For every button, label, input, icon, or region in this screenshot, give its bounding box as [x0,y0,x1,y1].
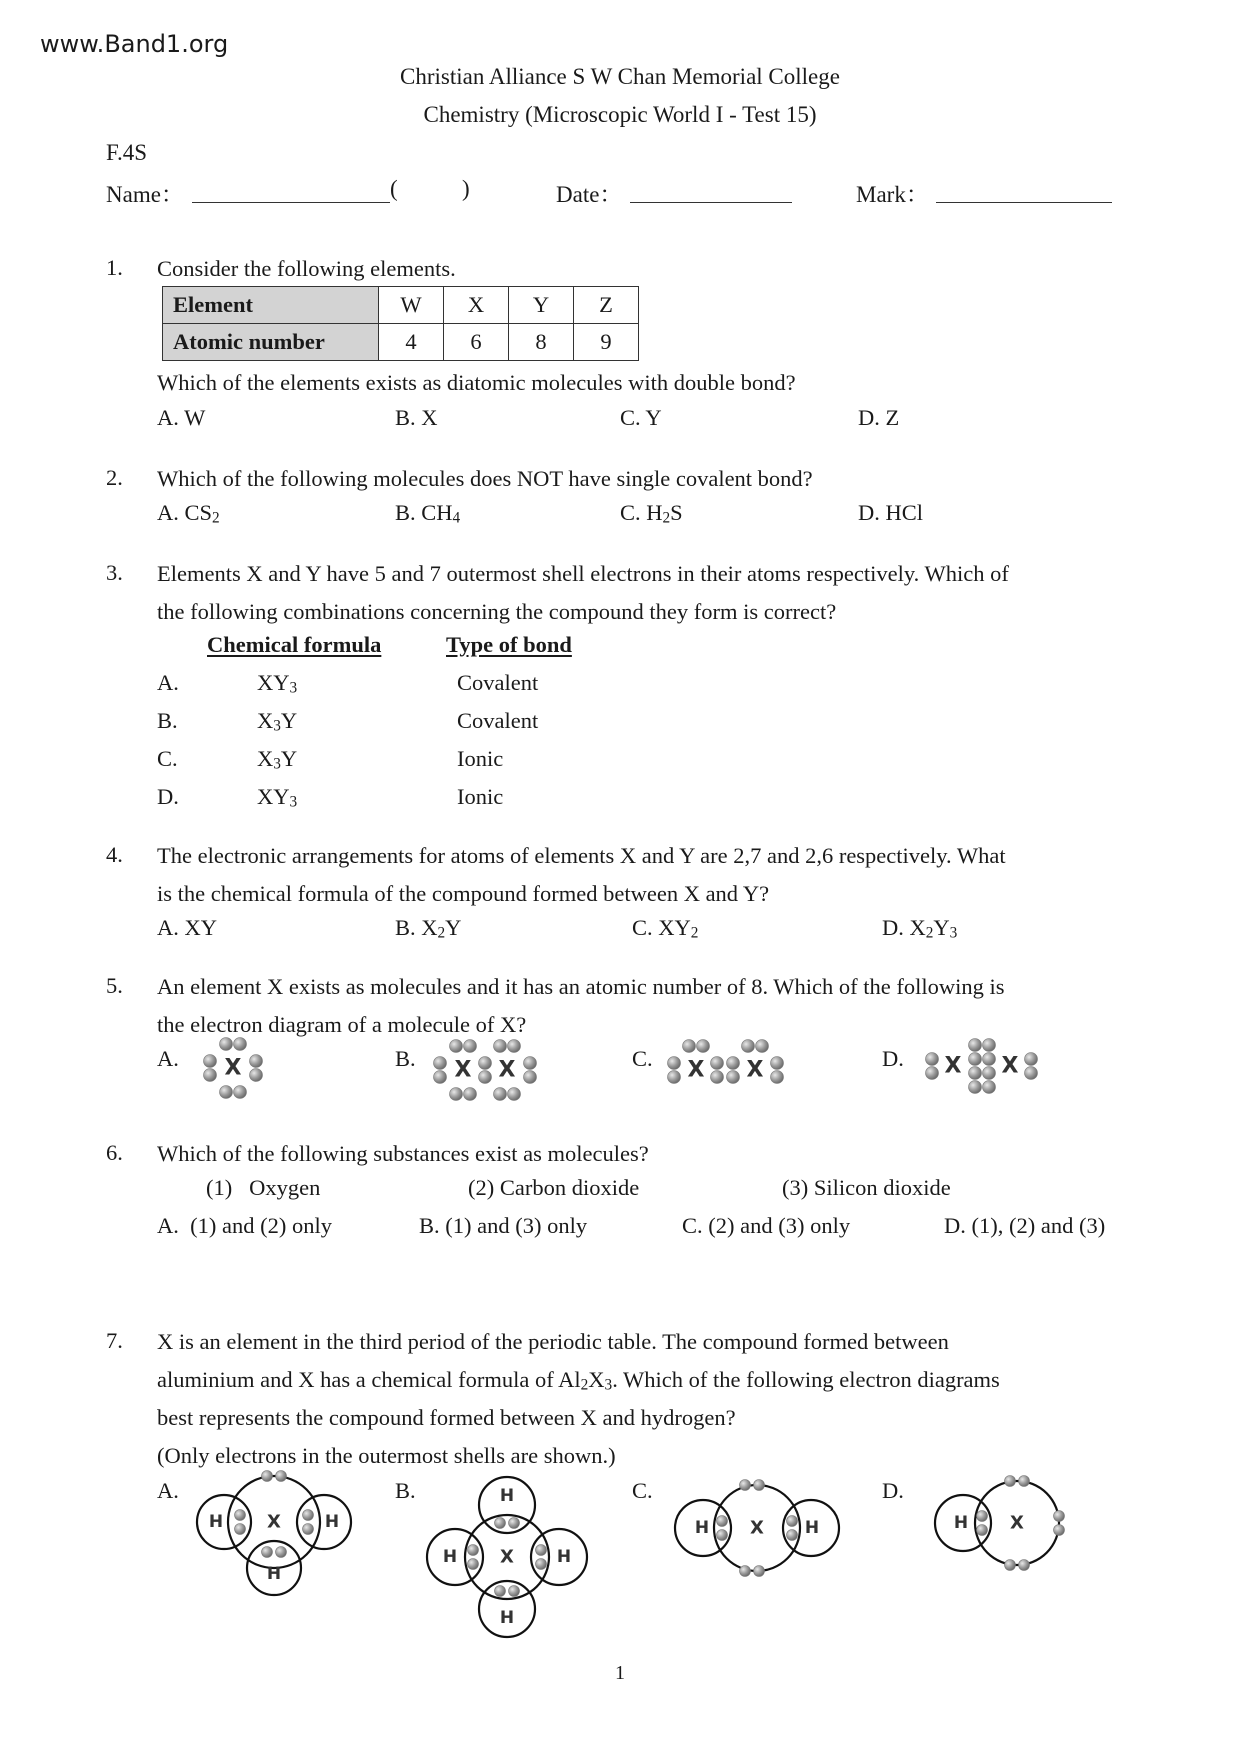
option-text: Y [445,915,462,940]
atom-label: H [953,1513,969,1533]
electron [524,1057,537,1070]
electron [740,1480,751,1491]
class-label: F.4S [106,140,147,165]
q6-number: 6. [106,1140,123,1165]
atom-label: X [944,1053,962,1079]
q3-option-a-letter[interactable]: A. [157,670,179,695]
atom-label: X [500,1546,514,1568]
q5-diagrams [204,1038,1038,1101]
electron [1005,1560,1016,1571]
q1-option-b[interactable]: B. X [395,405,438,430]
school-name: Christian Alliance S W Chan Memorial College [400,64,840,89]
electron [536,1559,547,1570]
q6-option-a[interactable]: A. (1) and (2) only [157,1213,332,1238]
subscript: 2 [212,509,220,527]
atom-label: X [1010,1512,1024,1534]
electron [234,1038,247,1051]
q4-line1: The electronic arrangements for atoms of elements X and Y are 2,7 and 2,6 respectively. What [157,843,1006,868]
subscript: 2 [690,924,699,942]
option-text: B. X [395,915,438,940]
q1-question: Which of the elements exists as diatomic molecules with double bond? [157,370,796,395]
electron [536,1545,547,1556]
option-text: B. CH [395,500,453,525]
q3-option-c-letter[interactable]: C. [157,746,178,771]
q3-line2: the following combinations concerning the compound they form is correct? [157,599,837,624]
electron [754,1480,765,1491]
electron [711,1057,724,1070]
q1-intro: Consider the following elements. [157,256,456,281]
formula-text: Y [280,708,298,733]
option-text: S [670,500,683,525]
electron [771,1071,784,1084]
electron [434,1057,447,1070]
q6-item-1: (1) Oxygen [206,1175,321,1200]
electron [969,1081,982,1094]
electron [742,1040,755,1053]
electron [495,1586,506,1597]
electron [468,1559,479,1570]
table-cell: X [444,287,509,324]
atom-label: H [556,1547,572,1567]
electron [1025,1053,1038,1066]
q3-option-b-bond: Covalent [457,708,539,733]
q7-diagram-d [935,1476,1065,1571]
electron [262,1547,273,1558]
electron [969,1039,982,1052]
atom-label: X [746,1057,764,1083]
electron [717,1530,728,1541]
electron [983,1039,996,1052]
electron [1054,1511,1065,1522]
q6-item-3: (3) Silicon dioxide [782,1175,951,1200]
subscript: 3 [289,679,298,697]
electron [787,1530,798,1541]
electron [977,1511,988,1522]
electron [464,1040,477,1053]
q6-item-2: (2) Carbon dioxide [468,1175,640,1200]
q6-option-b[interactable]: B. (1) and (3) only [419,1213,588,1238]
q6-option-c[interactable]: C. (2) and (3) only [682,1213,851,1238]
q3-col-header-formula: Chemical formula [207,632,382,657]
atom-label: X [224,1055,242,1081]
electron [697,1040,710,1053]
q5-option-b[interactable]: B. [395,1046,416,1071]
subscript: 4 [452,509,461,527]
q7-option-b[interactable]: B. [395,1478,416,1503]
q3-option-d-bond: Ionic [457,784,504,809]
electron [969,1053,982,1066]
electron [668,1071,681,1084]
electron [983,1053,996,1066]
q4-number: 4. [106,842,123,867]
h-shell [197,1495,251,1549]
option-text: C. XY [632,915,691,940]
electron [983,1081,996,1094]
electron [727,1071,740,1084]
date-label: Date： [556,182,623,207]
electron [926,1053,939,1066]
atom-label: X [267,1511,281,1533]
electron [250,1055,263,1068]
subscript: 3 [273,755,281,773]
formula-text: XY [257,784,290,809]
table-header-atomic-number: Atomic number [163,324,379,361]
q3-option-c-bond: Ionic [457,746,504,771]
electron [524,1071,537,1084]
q7-diagram-a [197,1471,351,1596]
q7-diagrams [197,1471,1065,1638]
atom-label: X [454,1057,472,1083]
q6-option-d[interactable]: D. (1), (2) and (3) [944,1213,1106,1238]
electron [494,1040,507,1053]
electron [450,1088,463,1101]
electron [1054,1525,1065,1536]
q4-option-a[interactable]: A. XY [157,915,217,940]
q3-option-b-letter[interactable]: B. [157,708,178,733]
q5-option-c[interactable]: C. [632,1046,653,1071]
formula-text: XY [257,670,290,695]
electron [977,1525,988,1536]
q2-option-d[interactable]: D. HCl [858,500,924,525]
electron [771,1057,784,1070]
electron [220,1038,233,1051]
electron [495,1518,506,1529]
formula-text: X [257,746,274,771]
electron [468,1545,479,1556]
table-cell: Z [574,287,639,324]
q7-line2 [157,1361,1117,1399]
text: aluminium and X has a chemical formula of Al [157,1367,581,1392]
electron [754,1566,765,1577]
q7-diagram-c [675,1480,839,1577]
electron [204,1055,217,1068]
electron [235,1510,246,1521]
atom-label: X [1001,1053,1019,1079]
q7-line1: X is an element in the third period of the periodic table. The compound formed between [157,1329,949,1354]
q7-line3: best represents the compound formed between X and hydrogen? [157,1405,736,1430]
table-cell: 6 [444,324,509,361]
electron [479,1057,492,1070]
subscript: 3 [949,924,958,942]
q4-line2: is the chemical formula of the compound formed between X and Y? [157,881,770,906]
electron [983,1067,996,1080]
formula-text: Y [280,746,298,771]
text: X [588,1367,605,1392]
test-title: Chemistry (Microscopic World I - Test 15) [423,102,817,127]
text: . Which of the following electron diagrams [612,1367,1000,1392]
electron [204,1069,217,1082]
q5-diagram-c [668,1040,784,1084]
q2-question: Which of the following molecules does NOT have single covalent bond? [157,466,813,491]
atom-label: H [804,1518,820,1538]
q7-line4: (Only electrons in the outermost shells are shown.) [157,1443,616,1468]
electron [509,1586,520,1597]
q7-option-c[interactable]: C. [632,1478,653,1503]
q1-option-c[interactable]: C. Y [620,405,662,430]
electron [235,1524,246,1535]
electron [303,1524,314,1535]
electron [276,1547,287,1558]
atom-label: X [750,1517,764,1539]
table-cell: W [379,287,444,324]
electron [220,1086,233,1099]
q3-col-header-bond: Type of bond [446,632,572,657]
atom-label: X [498,1057,516,1083]
atom-label: H [499,1608,515,1628]
atom-label: H [442,1547,458,1567]
electron [509,1518,520,1529]
subscript: 3 [604,1376,613,1394]
electron [250,1069,263,1082]
electron [479,1071,492,1084]
q5-diagram-d [926,1039,1038,1094]
electron [668,1057,681,1070]
electron [1019,1560,1030,1571]
electron [711,1071,724,1084]
class-number-close: ) [462,176,470,201]
electron [508,1088,521,1101]
electron [727,1057,740,1070]
q5-number: 5. [106,973,123,998]
table-cell: Y [509,287,574,324]
q5-line1: An element X exists as molecules and it has an atomic number of 8. Which of the following is [157,974,1005,999]
electron [494,1088,507,1101]
q3-line1: Elements X and Y have 5 and 7 outermost shell electrons in their atoms respectively. Which of [157,561,1009,586]
q6-question: Which of the following substances exist as molecules? [157,1141,649,1166]
electron [787,1516,798,1527]
q7-diagram-b [427,1477,587,1637]
electron [434,1071,447,1084]
table-header-element: Element [163,287,379,324]
q5-option-d[interactable]: D. [882,1046,904,1071]
electron [717,1516,728,1527]
electron [926,1067,939,1080]
atom-label: H [694,1518,710,1538]
atom-label: H [324,1512,340,1532]
atom-label: H [266,1564,282,1584]
electron [234,1086,247,1099]
atom-label: H [499,1486,515,1506]
subscript: 2 [925,924,934,942]
q7-option-d[interactable]: D. [882,1478,904,1503]
watermark: www.Band1.org [40,30,229,58]
electron [1025,1067,1038,1080]
q2-number: 2. [106,465,123,490]
option-text: C. H [620,500,663,525]
q5-diagram-a [204,1038,263,1099]
option-text: A. CS [157,500,213,525]
electron [683,1040,696,1053]
q3-option-d-letter[interactable]: D. [157,784,179,809]
table-cell: 8 [509,324,574,361]
atom-label: X [687,1057,705,1083]
class-number-open: ( [390,176,398,201]
subscript: 3 [289,793,298,811]
option-text: D. X [882,915,926,940]
q7-number: 7. [106,1328,123,1353]
q7-option-a[interactable]: A. [157,1478,179,1503]
subscript: 2 [437,924,446,942]
table-cell: 9 [574,324,639,361]
atom-label: H [208,1512,224,1532]
electron [450,1040,463,1053]
q5-diagram-b [434,1040,537,1101]
q1-option-a[interactable]: A. W [157,405,206,430]
electron [464,1088,477,1101]
page-number: 1 [615,1662,625,1684]
q1-number: 1. [106,255,123,280]
electron [740,1566,751,1577]
q5-option-a[interactable]: A. [157,1046,179,1071]
option-text: Y [933,915,950,940]
electron [1019,1476,1030,1487]
electron [1005,1476,1016,1487]
name-label: Name： [106,182,184,207]
electron [969,1067,982,1080]
q5-line2: the electron diagram of a molecule of X? [157,1012,527,1037]
subscript: 3 [273,717,281,735]
q3-option-a-bond: Covalent [457,670,539,695]
electron [508,1040,521,1053]
subscript: 2 [580,1376,589,1394]
electron [303,1510,314,1521]
electron [756,1040,769,1053]
mark-label: Mark： [856,182,929,207]
formula-text: X [257,708,274,733]
table-cell: 4 [379,324,444,361]
q3-number: 3. [106,560,123,585]
subscript: 2 [662,509,671,527]
q1-option-d[interactable]: D. Z [858,405,900,430]
